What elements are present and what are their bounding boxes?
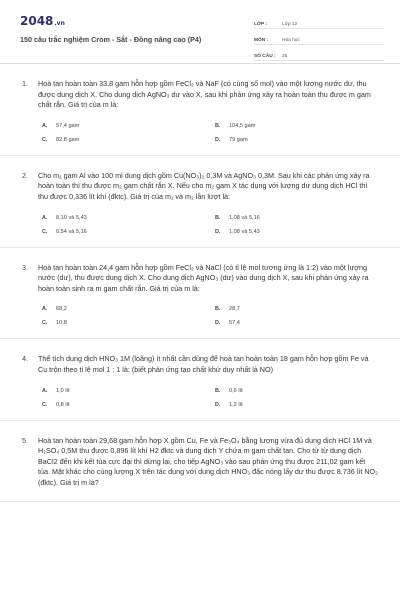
answer-text: 68,2 xyxy=(56,306,67,313)
answer-option[interactable] xyxy=(215,402,388,408)
question-text: Thể tích dung dịch HNO₃ 1M (loãng) ít nhất cần dùng để hoà tan hoàn toàn 18 gam hỗn hợp gồm Fe và Cu trộn theo tỉ lệ mol 1 : 1 là: (biết phản ứng tạo chất khử duy nhất là NO) xyxy=(38,354,369,374)
answer-option[interactable] xyxy=(215,388,388,394)
answer-option[interactable] xyxy=(42,388,215,394)
answer-letter: C. xyxy=(42,228,48,235)
question-list xyxy=(0,64,400,502)
answer-option[interactable] xyxy=(215,123,388,129)
answer-option[interactable] xyxy=(42,215,215,221)
answer-text: 104,5 gam xyxy=(229,122,256,129)
site-logo[interactable] xyxy=(20,14,65,28)
answer-letter: C. xyxy=(42,320,48,327)
answer-text: 1,0 lít xyxy=(56,387,70,394)
answer-letter: A. xyxy=(42,387,48,394)
answer-letter: C. xyxy=(42,136,48,143)
test-title: 150 câu trắc nghiệm Crom - Sắt - Đồng nâng cao (P4) xyxy=(20,35,202,44)
meta-row-count xyxy=(254,47,384,61)
answer-option[interactable] xyxy=(42,229,215,235)
answer-letter: D. xyxy=(215,136,221,143)
answer-text: 0,54 và 5,16 xyxy=(56,228,87,235)
answer-options xyxy=(42,215,382,235)
answer-option[interactable] xyxy=(215,137,388,143)
question-item xyxy=(0,421,400,502)
question-item xyxy=(0,156,400,248)
answer-letter: B. xyxy=(215,122,221,129)
answer-text: 0,8 lít xyxy=(56,401,70,408)
answer-option[interactable] xyxy=(215,215,388,221)
logo-suffix: .vn xyxy=(54,20,65,27)
question-item xyxy=(0,248,400,340)
answer-options xyxy=(42,306,382,326)
answer-text: 1,08 và 5,16 xyxy=(229,214,260,221)
question-number: 2. xyxy=(22,170,28,180)
question-number: 1. xyxy=(22,79,28,88)
answer-letter: D. xyxy=(215,401,221,408)
answer-text: 57,4 gam xyxy=(56,122,80,129)
question-text: Hoà tan hoàn toàn 24,4 gam hỗn hợp gồm FeCl₂ và NaCl (có tỉ lệ mol tương ứng là 1:2) vào một lượng nước (dư), thu được dung dịch X. Cho dung dịch AgNO₃ (dư) vào dung dịch X, sau khi phản ứng xảy ra hoàn toàn sinh ra m gam chất rắn. Giá trị của m là: xyxy=(38,262,369,293)
answer-letter: B. xyxy=(215,306,221,313)
answer-options xyxy=(42,123,382,143)
answer-text: 82,8 gam xyxy=(56,136,80,143)
answer-text: 1,2 lít xyxy=(229,401,243,408)
meta-row-class xyxy=(254,15,384,29)
meta-label: LỚP : xyxy=(254,22,268,27)
answer-option[interactable] xyxy=(215,229,388,235)
header xyxy=(0,0,400,64)
answer-option[interactable] xyxy=(42,123,215,129)
meta-value: Hóa học xyxy=(282,38,300,43)
question-text: Hoà tan hoàn toàn 33,8 gam hỗn hợp gồm FeCl₂ và NaF (có cùng số mol) vào một lượng nước dư, thu được dung dịch X. Cho dung dịch AgNO₃ dư vào X, sau khi phản ứng xảy ra hoàn toàn thu được m gam chất rắn. Giá trị của m là: xyxy=(38,79,371,110)
question-text: Cho m₁ gam Al vào 100 ml dung dịch gồm Cu(NO₃)₂ 0,3M và AgNO₃ 0,3M. Sau khi các phản ứng xảy ra hoàn toàn thì thu được m₂ gam chất rắn X. Nếu cho m₂ gam X tác dụng với lượng dư dung dịch HCl thì thu được 0,336 lít khí (đktc). Giá trị của m₁ và m₂ lần lượt là: xyxy=(38,170,370,201)
answer-option[interactable] xyxy=(42,320,215,326)
answer-letter: C. xyxy=(42,401,48,408)
answer-options xyxy=(42,388,382,408)
question-item xyxy=(0,64,400,156)
answer-text: 0,6 lít xyxy=(229,387,243,394)
question-number: 4. xyxy=(22,354,28,364)
answer-option[interactable] xyxy=(215,306,388,312)
answer-text: 10,8 xyxy=(56,320,67,327)
answer-text: 79 gam xyxy=(229,136,248,143)
answer-letter: D. xyxy=(215,228,221,235)
meta-label: MÔN : xyxy=(254,38,269,43)
meta-info xyxy=(254,15,384,63)
answer-option[interactable] xyxy=(42,306,215,312)
answer-text: 28,7 xyxy=(229,306,240,313)
meta-value: 25 xyxy=(282,54,288,59)
answer-text: 1,08 và 5,43 xyxy=(229,228,260,235)
answer-letter: D. xyxy=(215,320,221,327)
meta-row-subject xyxy=(254,31,384,45)
answer-letter: B. xyxy=(215,214,221,221)
logo-main: 2048 xyxy=(20,14,54,28)
meta-label: SỐ CÂU : xyxy=(254,54,276,59)
answer-option[interactable] xyxy=(215,320,388,326)
answer-option[interactable] xyxy=(42,402,215,408)
answer-text: 57,4 xyxy=(229,320,240,327)
question-number: 3. xyxy=(22,262,28,272)
question-number: 5. xyxy=(22,435,28,445)
answer-letter: A. xyxy=(42,122,48,129)
meta-value: Lớp 12 xyxy=(282,22,298,27)
answer-option[interactable] xyxy=(42,137,215,143)
question-text: Hoà tan hoàn toàn 29,68 gam hỗn hợp X gồm Cu, Fe và Fe₃O₄ bằng lượng vừa đủ dung dịch HCl 1M và H₂SO₄ 0,5M thu được 0,896 lít khí H2 đktc và dung dịch Y chứa m gam chất tan. Cho từ từ dung dịch BaCl2 đến khi kết tủa cực đại thì dừng lại, cho tiếp AgNO₃ vào sau phản ứng thu được 211,02 gam kết tủa. Mặt khác cho cùng lượng X trên tác dụng với dung dịch HNO₃ đặc nóng lấy dư thu được 8.736 lít NO₂ (đktc). Giá trị m là? xyxy=(38,435,378,487)
answer-letter: A. xyxy=(42,214,48,221)
answer-text: 8,10 và 5,43 xyxy=(56,214,87,221)
answer-letter: A. xyxy=(42,306,48,313)
question-item xyxy=(0,339,400,420)
answer-letter: B. xyxy=(215,387,221,394)
